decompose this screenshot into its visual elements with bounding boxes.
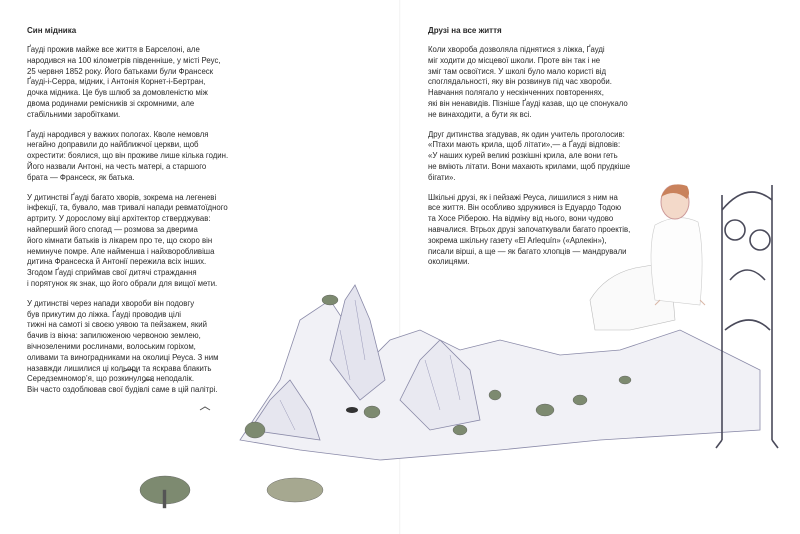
- text-line: споглядальності, яку він розвинув під час хвороби.: [428, 77, 612, 87]
- text-line: охрестити: боялися, що він проживе лише кілька годин.: [27, 151, 229, 161]
- text-line: Згодом Ґауді сприймав свої дитячі страждання: [27, 268, 197, 278]
- text-line: Ґауді-і-Серра, мідник, і Антонія Корнет-і-Бертран,: [27, 77, 206, 87]
- text-line: дитина Франсеска й Антонії пережила всіх інших.: [27, 257, 207, 267]
- section-title: Друзі на все життя: [428, 26, 502, 35]
- text-line: був прикутим до ліжка. Ґауді проводив цілі: [27, 309, 182, 319]
- text-line: «У наших курей великі розкішні крила, але вони геть: [428, 151, 618, 161]
- paragraph: [27, 299, 287, 396]
- text-line: Ґауді народився у важких пологах. Кволе немовля: [27, 129, 209, 139]
- text-line: найперший його спогад — розмова за дверима: [27, 224, 198, 234]
- section-title: Син мідника: [27, 26, 77, 35]
- text-line: і порятунок як знак, що його обрали для вищої мети.: [27, 278, 218, 288]
- text-line: бачив із вікна: запилюженою червоною землею,: [27, 331, 201, 341]
- text-line: двома родинами ремісників зі скромними, але: [27, 98, 195, 108]
- text-line: «Птахи мають крила, щоб літати»,— а Ґауді відповів:: [428, 140, 621, 150]
- text-line: зміг там освоїтися. У школі було мало користі від: [428, 66, 606, 76]
- text-line: все життя. Він особливо здружився із Едуардо Тодою: [428, 203, 622, 213]
- text-line: зокрема шкільну газету «El Arlequín» («Арлекін»),: [428, 235, 607, 245]
- text-line: та Хосе Ріберою. На відміну від нього, вони чудово: [428, 214, 614, 224]
- text-line: неминуче помре. Але найменша і найхворобливіша: [27, 246, 215, 256]
- text-line: Середземномор’я, що розкинулося неподалік.: [27, 374, 194, 384]
- text-line: 25 червня 1852 року. Його батьками були Франсеск: [27, 66, 214, 76]
- text-line: Шкільні друзі, як і пейзажі Реуса, лишилися з ним на: [428, 192, 618, 202]
- text-line: Ґауді прожив майже все життя в Барселоні, але: [27, 45, 200, 54]
- text-line: його кімнати батьків із лікарем про те, що скоро він: [27, 235, 213, 245]
- paragraphs: [27, 45, 287, 396]
- text-line: Його назвали Антоні, на честь матері, а старшого: [27, 161, 207, 171]
- paragraph: [27, 130, 287, 184]
- text-line: У дитинстві Ґауді багато хворів, зокрема на легеневі: [27, 192, 217, 202]
- right-page-text: [428, 26, 658, 277]
- animal-figure: [346, 407, 358, 413]
- paragraph: [428, 45, 658, 121]
- mountains: [240, 285, 760, 460]
- text-line: оливами та виноградниками на околиці Реуса. З ним: [27, 352, 219, 362]
- text-line: міг ходити до місцевої школи. Проте він так і не: [428, 55, 601, 65]
- text-line: Коли хвороба дозволяла піднятися з ліжка, Ґауді: [428, 45, 605, 54]
- text-line: артриту. У дорослому віці архітектор стверджував:: [27, 214, 211, 224]
- text-line: інфекції, та, бувало, мав тривалі напади ревматоїдного: [27, 203, 228, 213]
- text-line: не винаходити, а бути як всі.: [428, 109, 532, 119]
- paragraphs: [428, 45, 658, 268]
- text-line: околицями.: [428, 257, 470, 267]
- text-line: Навчання полягало у нескінченних повтореннях,: [428, 88, 604, 98]
- paragraph: [27, 45, 287, 121]
- text-line: тижні на самоті зі своєю уявою та пейзажем, який: [27, 320, 207, 330]
- left-page-text: [27, 26, 287, 405]
- paragraph: [428, 130, 658, 184]
- text-line: писали вірші, а ще — як багато хлопців — мандрували: [428, 246, 627, 256]
- text-line: не вміють літати. Вони махають крилами, щоб прудкіше: [428, 161, 631, 171]
- text-line: Він часто оздоблював свої будівлі саме в цій палітрі.: [27, 385, 218, 395]
- text-line: бігати».: [428, 172, 456, 182]
- paragraph: [27, 193, 287, 290]
- text-line: брата — Франсеск, як батька.: [27, 172, 135, 182]
- text-line: народився на 100 кілометрів південніше, у місті Реус,: [27, 55, 221, 65]
- text-line: вічнозеленими рослинами, волоським горіхом,: [27, 341, 196, 351]
- text-line: назавжди лишилися ці кольори та яскрава блакить: [27, 363, 212, 373]
- paragraph: [428, 193, 658, 269]
- text-line: навчалися. Втрьох друзі започаткували багато проектів,: [428, 224, 631, 234]
- text-line: стабільними заробітками.: [27, 109, 121, 119]
- text-line: які він ненавидів. Пізніше Ґауді казав, що це спонукало: [428, 98, 628, 108]
- text-line: дочка мідника. Це був шлюб за домовленістю між: [27, 88, 208, 98]
- text-line: негайно доправили до найближчої церкви, щоб: [27, 140, 199, 150]
- text-line: У дитинстві через напади хвороби він подовгу: [27, 298, 195, 308]
- text-line: Друг дитинства згадував, як один учитель проголосив:: [428, 129, 625, 139]
